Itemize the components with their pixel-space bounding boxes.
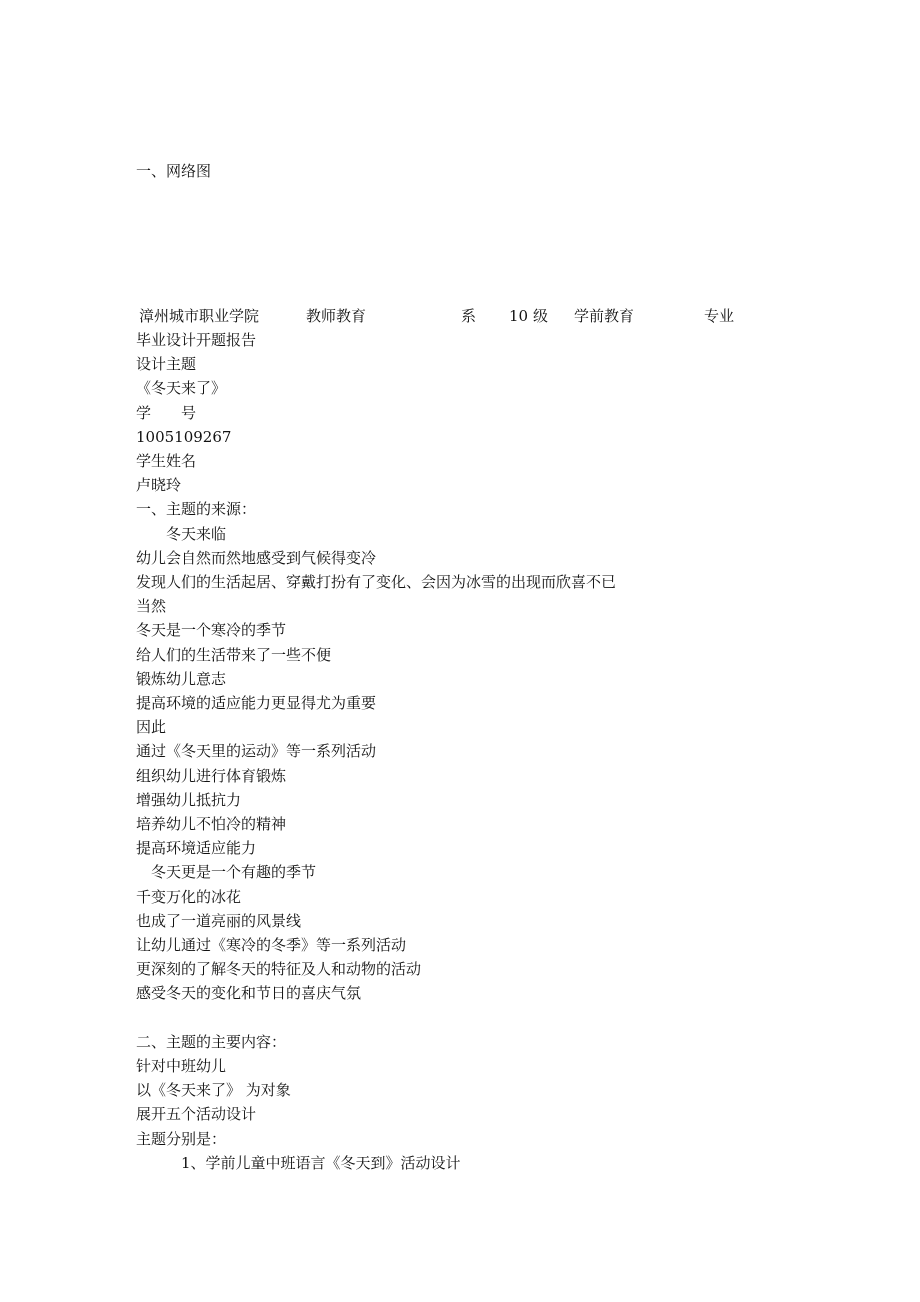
body-line: 冬天来临 [136,524,227,543]
body-line: 毕业设计开题报告 [136,331,257,349]
body-line: 冬天更是一个有趣的季节 [136,863,317,882]
body-line: 学生姓名 [136,452,197,470]
body-line: 一、主题的来源： [136,500,257,519]
grade-number: 10 [509,307,529,325]
body-line: 冬天是一个寒冷的季节 [136,621,287,640]
grade-suffix: 级 [533,307,549,325]
body-line: 组织幼儿进行体育锻炼 [136,766,287,785]
body-line: 也成了一道亮丽的风景线 [136,911,302,930]
body-line: 给人们的生活带来了一些不便 [136,645,332,664]
body-line: 培养幼儿不怕冷的精神 [136,815,287,833]
school-name: 漳州城市职业学院 [139,307,260,325]
body-line: 提高环境适应能力 [136,839,257,858]
body-line: 1、学前儿童中班语言《冬天到》活动设计 [136,1153,461,1172]
body-line: 更深刻的了解冬天的特征及人和动物的活动 [136,960,422,979]
body-line: 幼儿会自然而然地感受到气候得变冷 [136,548,377,567]
body-line: 让幼儿通过《寒冷的冬季》等一系列活动 [136,936,407,954]
body-line: 因此 [136,718,167,737]
body-line: 千变万化的冰花 [136,887,242,906]
body-line: 学 号 [136,403,197,422]
body-line: 当然 [136,597,167,616]
body-line: 展开五个活动设计 [136,1105,257,1124]
body-line: 以《冬天来了》 为对象 [136,1081,291,1100]
department-suffix: 系 [461,307,477,325]
body-line: 通过《冬天里的运动》等一系列活动 [136,742,377,761]
body-line: 主题分别是： [136,1129,227,1148]
report-header-row [0,306,920,326]
body-line: 1005109267 [136,427,232,446]
body-line: 锻炼幼儿意志 [136,669,227,688]
body-line: 发现人们的生活起居、穿戴打扮有了变化、会因为冰雪的出现而欣喜不已 [136,573,617,591]
major-suffix: 专业 [704,307,735,325]
body-line: 二、主题的主要内容： [136,1032,287,1051]
body-line: 增强幼儿抵抗力 [136,790,242,809]
department-name: 教师教育 [306,307,367,325]
body-line: 提高环境的适应能力更显得尤为重要 [136,694,377,712]
network-diagram-heading: 一、网络图 [136,162,212,180]
body-line: 卢晓玲 [136,476,182,495]
body-line: 设计主题 [136,355,197,374]
body-line: 感受冬天的变化和节日的喜庆气氛 [136,984,362,1003]
body-line: 针对中班幼儿 [136,1057,227,1075]
major-name: 学前教育 [574,307,635,325]
body-line: 《冬天来了》 [136,379,227,398]
